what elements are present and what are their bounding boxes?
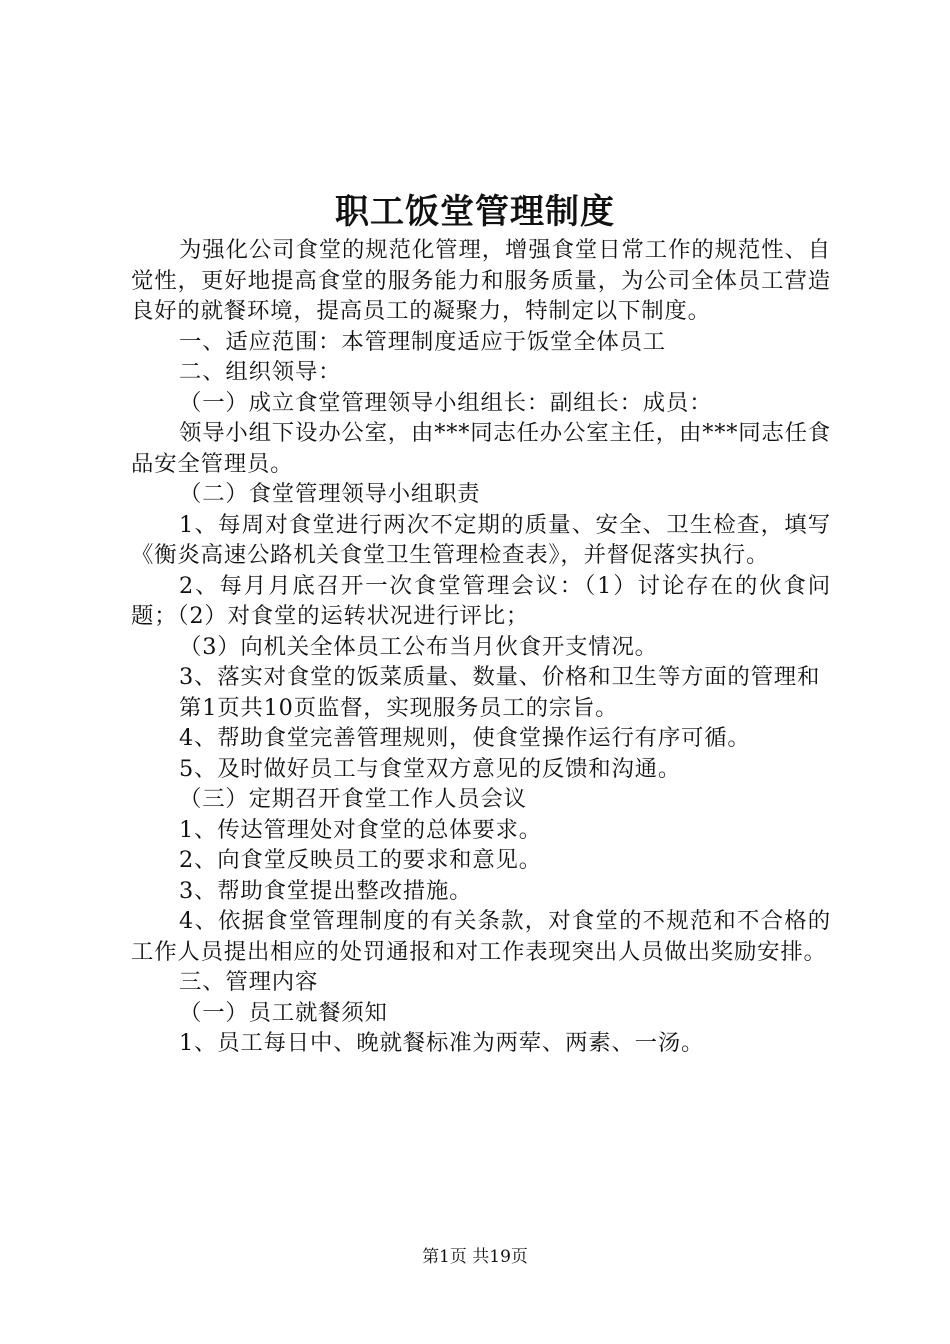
document-title: 职工饭堂管理制度 — [335, 192, 615, 232]
paragraph-duty-5: 5、及时做好员工与食堂双方意见的反馈和沟通。 — [179, 755, 682, 782]
paragraph-dining-heading: （一）员工就餐须知 — [179, 999, 388, 1026]
paragraph-leadership-group: （一）成立食堂管理领导小组组长：副组长：成员： — [179, 389, 713, 416]
paragraph-intro: 为强化公司食堂的规范化管理，增强食堂日常工作的规范性、自觉性，更好地提高食堂的服务能力和服务质量，为公司全体员工营造良好的就餐环境，提高员工的凝聚力，特制定以下制度。 — [131, 237, 831, 324]
paragraph-duty-3-cont: 第1页共10页监督，实现服务员工的宗旨。 — [179, 694, 619, 721]
paragraph-meeting-3: 3、帮助食堂提出整改措施。 — [179, 877, 473, 904]
paragraph-meeting-heading: （三）定期召开食堂工作人员会议 — [179, 786, 527, 812]
paragraph-duty-3: 3、落实对食堂的饭菜质量、数量、价格和卫生等方面的管理和 — [179, 664, 821, 690]
paragraph-scope: 一、适应范围：本管理制度适应于饭堂全体员工 — [179, 328, 667, 355]
paragraph-office: 领导小组下设办公室，由***同志任办公室主任，由***同志任食品安全管理员。 — [131, 420, 831, 477]
paragraph-organization-heading: 二、组织领导： — [179, 359, 342, 385]
paragraph-duty-1: 1、每周对食堂进行两次不定期的质量、安全、卫生检查，填写《衡炎高速公路机关食堂卫生管理检查表》，并督促落实执行。 — [131, 511, 831, 568]
paragraph-duty-2-3: （3）向机关全体员工公布当月伙食开支情况。 — [179, 633, 658, 660]
paragraph-management-heading: 三、管理内容 — [179, 969, 319, 995]
page-footer: 第1页 共19页 — [422, 1247, 528, 1267]
paragraph-meeting-4: 4、依据食堂管理制度的有关条款，对食堂的不规范和不合格的工作人员提出相应的处罚通报和对工作表现突出人员做出奖励安排。 — [131, 908, 831, 965]
paragraph-duty-4: 4、帮助食堂完善管理规则，使食堂操作运行有序可循。 — [179, 725, 751, 751]
paragraph-duties-heading: （二）食堂管理领导小组职责 — [179, 481, 481, 507]
paragraph-dining-1: 1、员工每日中、晚就餐标准为两荤、两素、一汤。 — [179, 1030, 705, 1056]
document-body — [131, 235, 831, 1059]
paragraph-meeting-1: 1、传达管理处对食堂的总体要求。 — [179, 816, 542, 843]
paragraph-duty-2: 2、每月月底召开一次食堂管理会议：（1）讨论存在的伙食问题；（2）对食堂的运转状况进行评比； — [131, 572, 831, 629]
paragraph-meeting-2: 2、向食堂反映员工的要求和意见。 — [179, 847, 542, 873]
